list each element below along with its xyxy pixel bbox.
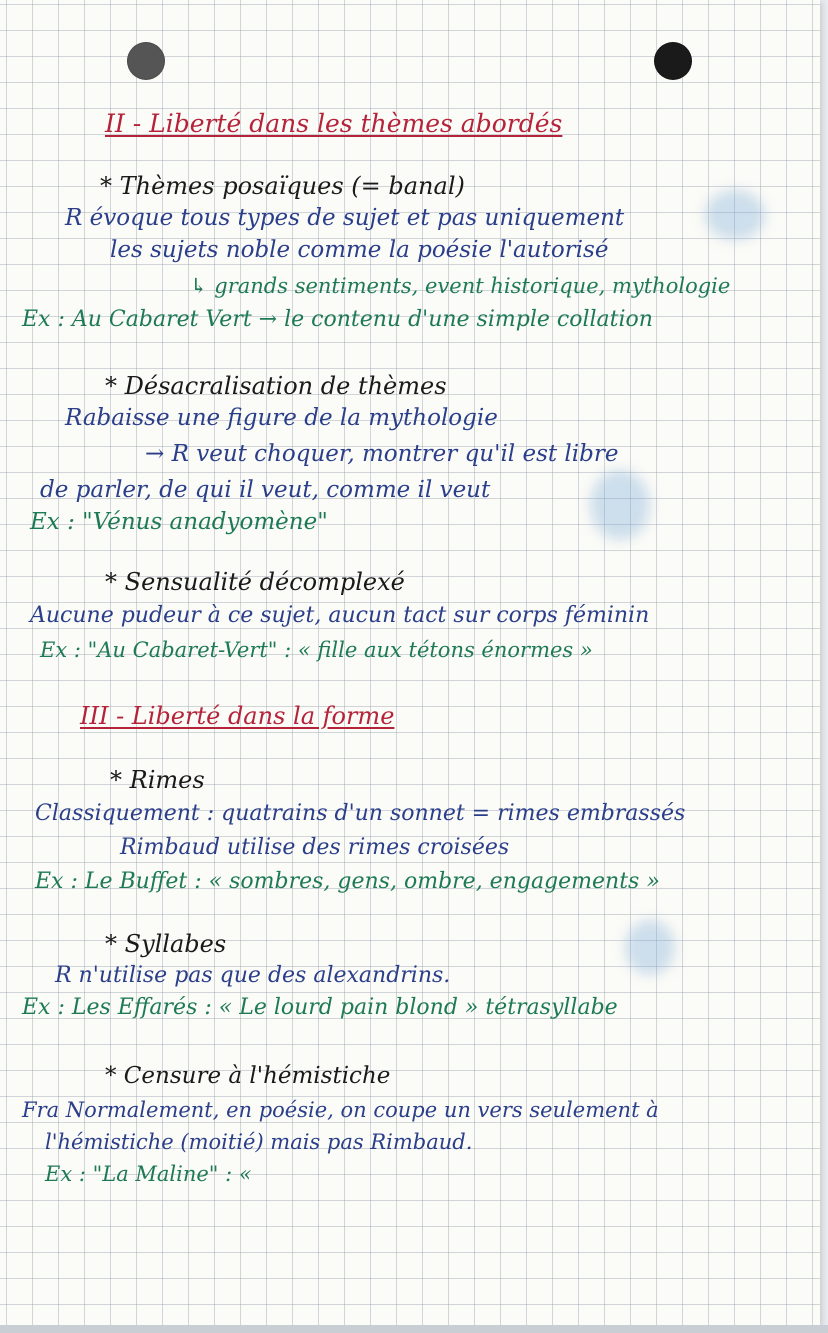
- text-line: ↳ grands sentiments, event historique, mythologie: [190, 274, 731, 298]
- example-line: Ex : Les Effarés : « Le lourd pain blond » tétrasyllabe: [22, 995, 618, 1020]
- example-line: Ex : Le Buffet : « sombres, gens, ombre, engagements »: [35, 869, 660, 894]
- text-line: l'hémistiche (moitié) mais pas Rimbaud.: [45, 1130, 473, 1154]
- text-line: R n'utilise pas que des alexandrins.: [55, 963, 451, 988]
- example-line: Ex : "La Maline" : «: [45, 1162, 252, 1186]
- text-line: de parler, de qui il veut, comme il veut: [40, 477, 491, 503]
- ink-blot: [625, 920, 675, 975]
- heading-syllabes: * Syllabes: [105, 930, 227, 958]
- text-line: → R veut choquer, montrer qu'il est libre: [145, 441, 619, 467]
- text-line: Aucune pudeur à ce sujet, aucun tact sur corps féminin: [30, 603, 650, 628]
- heading-desacralisation: * Désacralisation de thèmes: [105, 372, 447, 400]
- text-line: les sujets noble comme la poésie l'autorisé: [110, 237, 609, 263]
- section-3-title: III - Liberté dans la forme: [80, 702, 395, 730]
- text-line: Classiquement : quatrains d'un sonnet = rimes embrassés: [35, 801, 686, 826]
- heading-themes-prosaiques: * Thèmes posaïques (= banal): [100, 172, 465, 200]
- example-line: Ex : "Au Cabaret-Vert" : « fille aux tétons énormes »: [40, 638, 593, 662]
- heading-sensualite: * Sensualité décomplexé: [105, 568, 405, 596]
- ink-blot: [590, 470, 650, 540]
- heading-censure: * Censure à l'hémistiche: [105, 1063, 391, 1089]
- text-line: R évoque tous types de sujet et pas uniquement: [65, 205, 625, 231]
- ink-blot: [705, 190, 765, 240]
- example-line: Ex : Au Cabaret Vert → le contenu d'une simple collation: [22, 307, 653, 332]
- text-line: Rabaisse une figure de la mythologie: [65, 405, 498, 431]
- punch-hole-right: [654, 42, 692, 80]
- text-line: Rimbaud utilise des rimes croisées: [120, 835, 510, 860]
- example-line: Ex : "Vénus anadyomène": [30, 509, 328, 535]
- punch-hole-left: [127, 42, 165, 80]
- background-edge: [0, 1325, 828, 1333]
- heading-rimes: * Rimes: [110, 766, 205, 794]
- section-2-title: II - Liberté dans les thèmes abordés: [105, 109, 563, 138]
- text-line: Fra Normalement, en poésie, on coupe un vers seulement à: [22, 1098, 659, 1122]
